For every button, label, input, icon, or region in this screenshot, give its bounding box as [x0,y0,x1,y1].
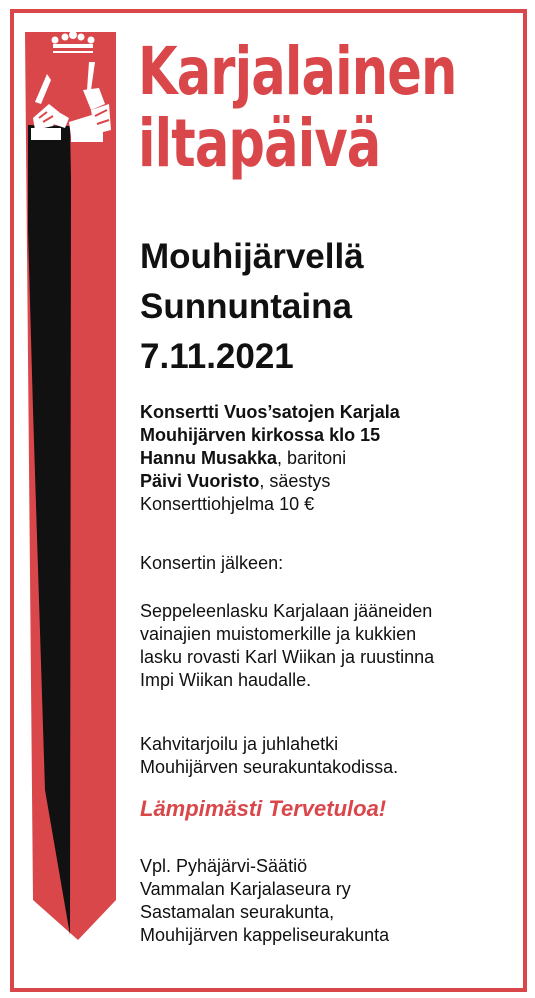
program-price: Konserttiohjelma 10 € [140,494,315,514]
organizer: Sastamalan seurakunta, [140,902,335,922]
organizer: Vpl. Pyhäjärvi-Säätiö [140,856,308,876]
wreath-line-4: Impi Wiikan haudalle. [140,670,312,690]
performer-2-name: Päivi Vuoristo [140,471,260,491]
wreath-line-1: Seppeleenlasku Karjalaan jääneiden [140,601,433,621]
performer-2-role: , säestys [259,471,331,491]
wreath-line-2: vainajien muistomerkille ja kukkien [140,624,417,644]
after-heading [140,552,510,575]
subtitle-date: 7.11.2021 [140,337,294,376]
coffee-info [140,733,510,779]
performer-1-name: Hannu Musakka [140,448,278,468]
title-line-1: Karjalainen [138,33,457,110]
organizers [140,855,510,947]
performer-2 [140,470,510,493]
performer-1 [140,447,510,470]
coffee-line-1: Kahvitarjoilu ja juhlahetki [140,734,339,754]
event-subtitle [140,232,364,382]
wreath-line-3: lasku rovasti Karl Wiikan ja ruustinna [140,647,435,667]
subtitle-day: Sunnuntaina [140,287,352,326]
event-title [138,33,457,182]
title-line-2: iltapäivä [138,105,381,182]
organizer: Mouhijärven kappeliseurakunta [140,925,390,945]
subtitle-location: Mouhijärvellä [140,237,364,276]
concert-info [140,401,510,516]
after-heading-text: Konsertin jälkeen: [140,553,284,573]
coffee-line-2: Mouhijärven seurakuntakodissa. [140,757,399,777]
concert-place-time: Mouhijärven kirkossa klo 15 [140,425,381,445]
wreath-info [140,600,510,692]
concert-title: Konsertti Vuos’satojen Karjala [140,402,400,422]
welcome-text: Lämpimästi Tervetuloa! [140,796,387,821]
performer-1-role: , baritoni [277,448,347,468]
karelia-pennant [25,30,125,940]
organizer: Vammalan Karjalaseura ry [140,879,351,899]
